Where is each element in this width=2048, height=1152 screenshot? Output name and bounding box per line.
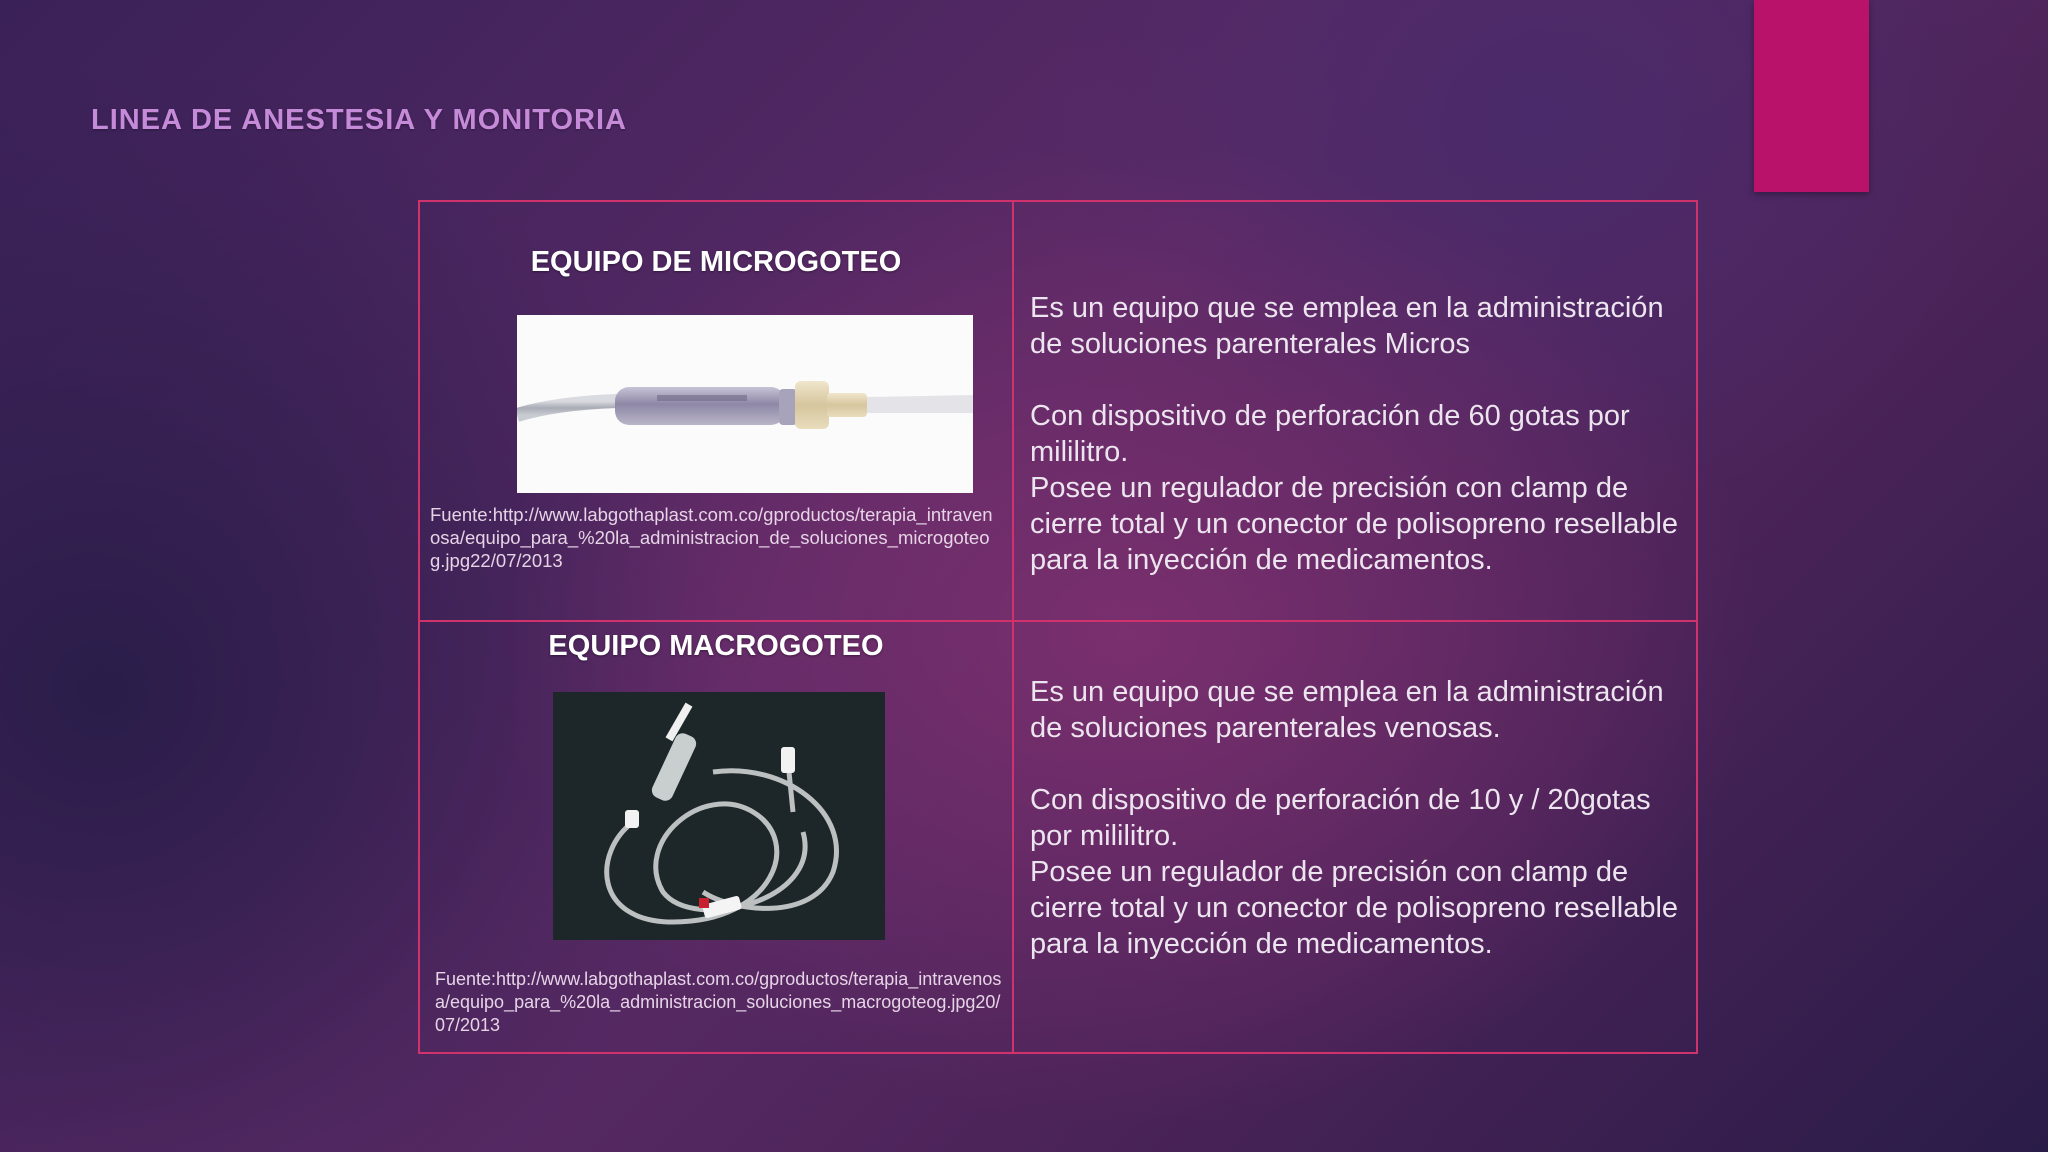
microgoteo-description (1030, 290, 1690, 578)
macrogoteo-description-cell (1014, 622, 1696, 1052)
microgoteo-paragraph-1: Es un equipo que se emplea en la administración de soluciones parenterales Micros (1030, 292, 1664, 360)
macrogoteo-heading: EQUIPO MACROGOTEO (548, 630, 884, 662)
macrogoteo-cell (420, 622, 1012, 1052)
macrogoteo-description (1030, 674, 1690, 962)
microgoteo-paragraph-2: Con dispositivo de perforación de 60 gotas por mililitro. (1030, 400, 1630, 468)
microgoteo-source: Fuente:http://www.labgothaplast.com.co/gproductos/terapia_intravenosa/equipo_para_%20la_administracion_de_soluciones_microgoteog.jpg22/07/2013 (430, 504, 993, 571)
macrogoteo-image (553, 692, 885, 940)
microgoteo-image (517, 315, 973, 493)
macrogoteo-source: Fuente:http://www.labgothaplast.com.co/gproductos/terapia_intravenosa/equipo_para_%20la_administracion_soluciones_macrogoteog.jpg20/07/2013 (435, 969, 1002, 1035)
macrogoteo-paragraph-2: Con dispositivo de perforación de 10 y / 20gotas por mililitro. (1030, 784, 1651, 852)
microgoteo-cell (420, 202, 1012, 620)
macrogoteo-paragraph-3: Posee un regulador de precisión con clamp de cierre total y un conector de polisopreno resellable para la inyección de medicamentos. (1030, 856, 1679, 960)
microgoteo-description-cell (1014, 202, 1696, 620)
microgoteo-paragraph-3: Posee un regulador de precisión con clamp de cierre total y un conector de polisopreno resellable para la inyección de medicamentos. (1030, 472, 1679, 576)
macrogoteo-paragraph-1: Es un equipo que se emplea en la administración de soluciones parenterales venosas. (1030, 676, 1664, 744)
microgoteo-heading: EQUIPO DE MICROGOTEO (530, 246, 902, 278)
slide-title: LINEA DE ANESTESIA Y MONITORIA (91, 104, 627, 136)
content-table (418, 200, 1698, 1054)
accent-bar (1754, 0, 1869, 192)
